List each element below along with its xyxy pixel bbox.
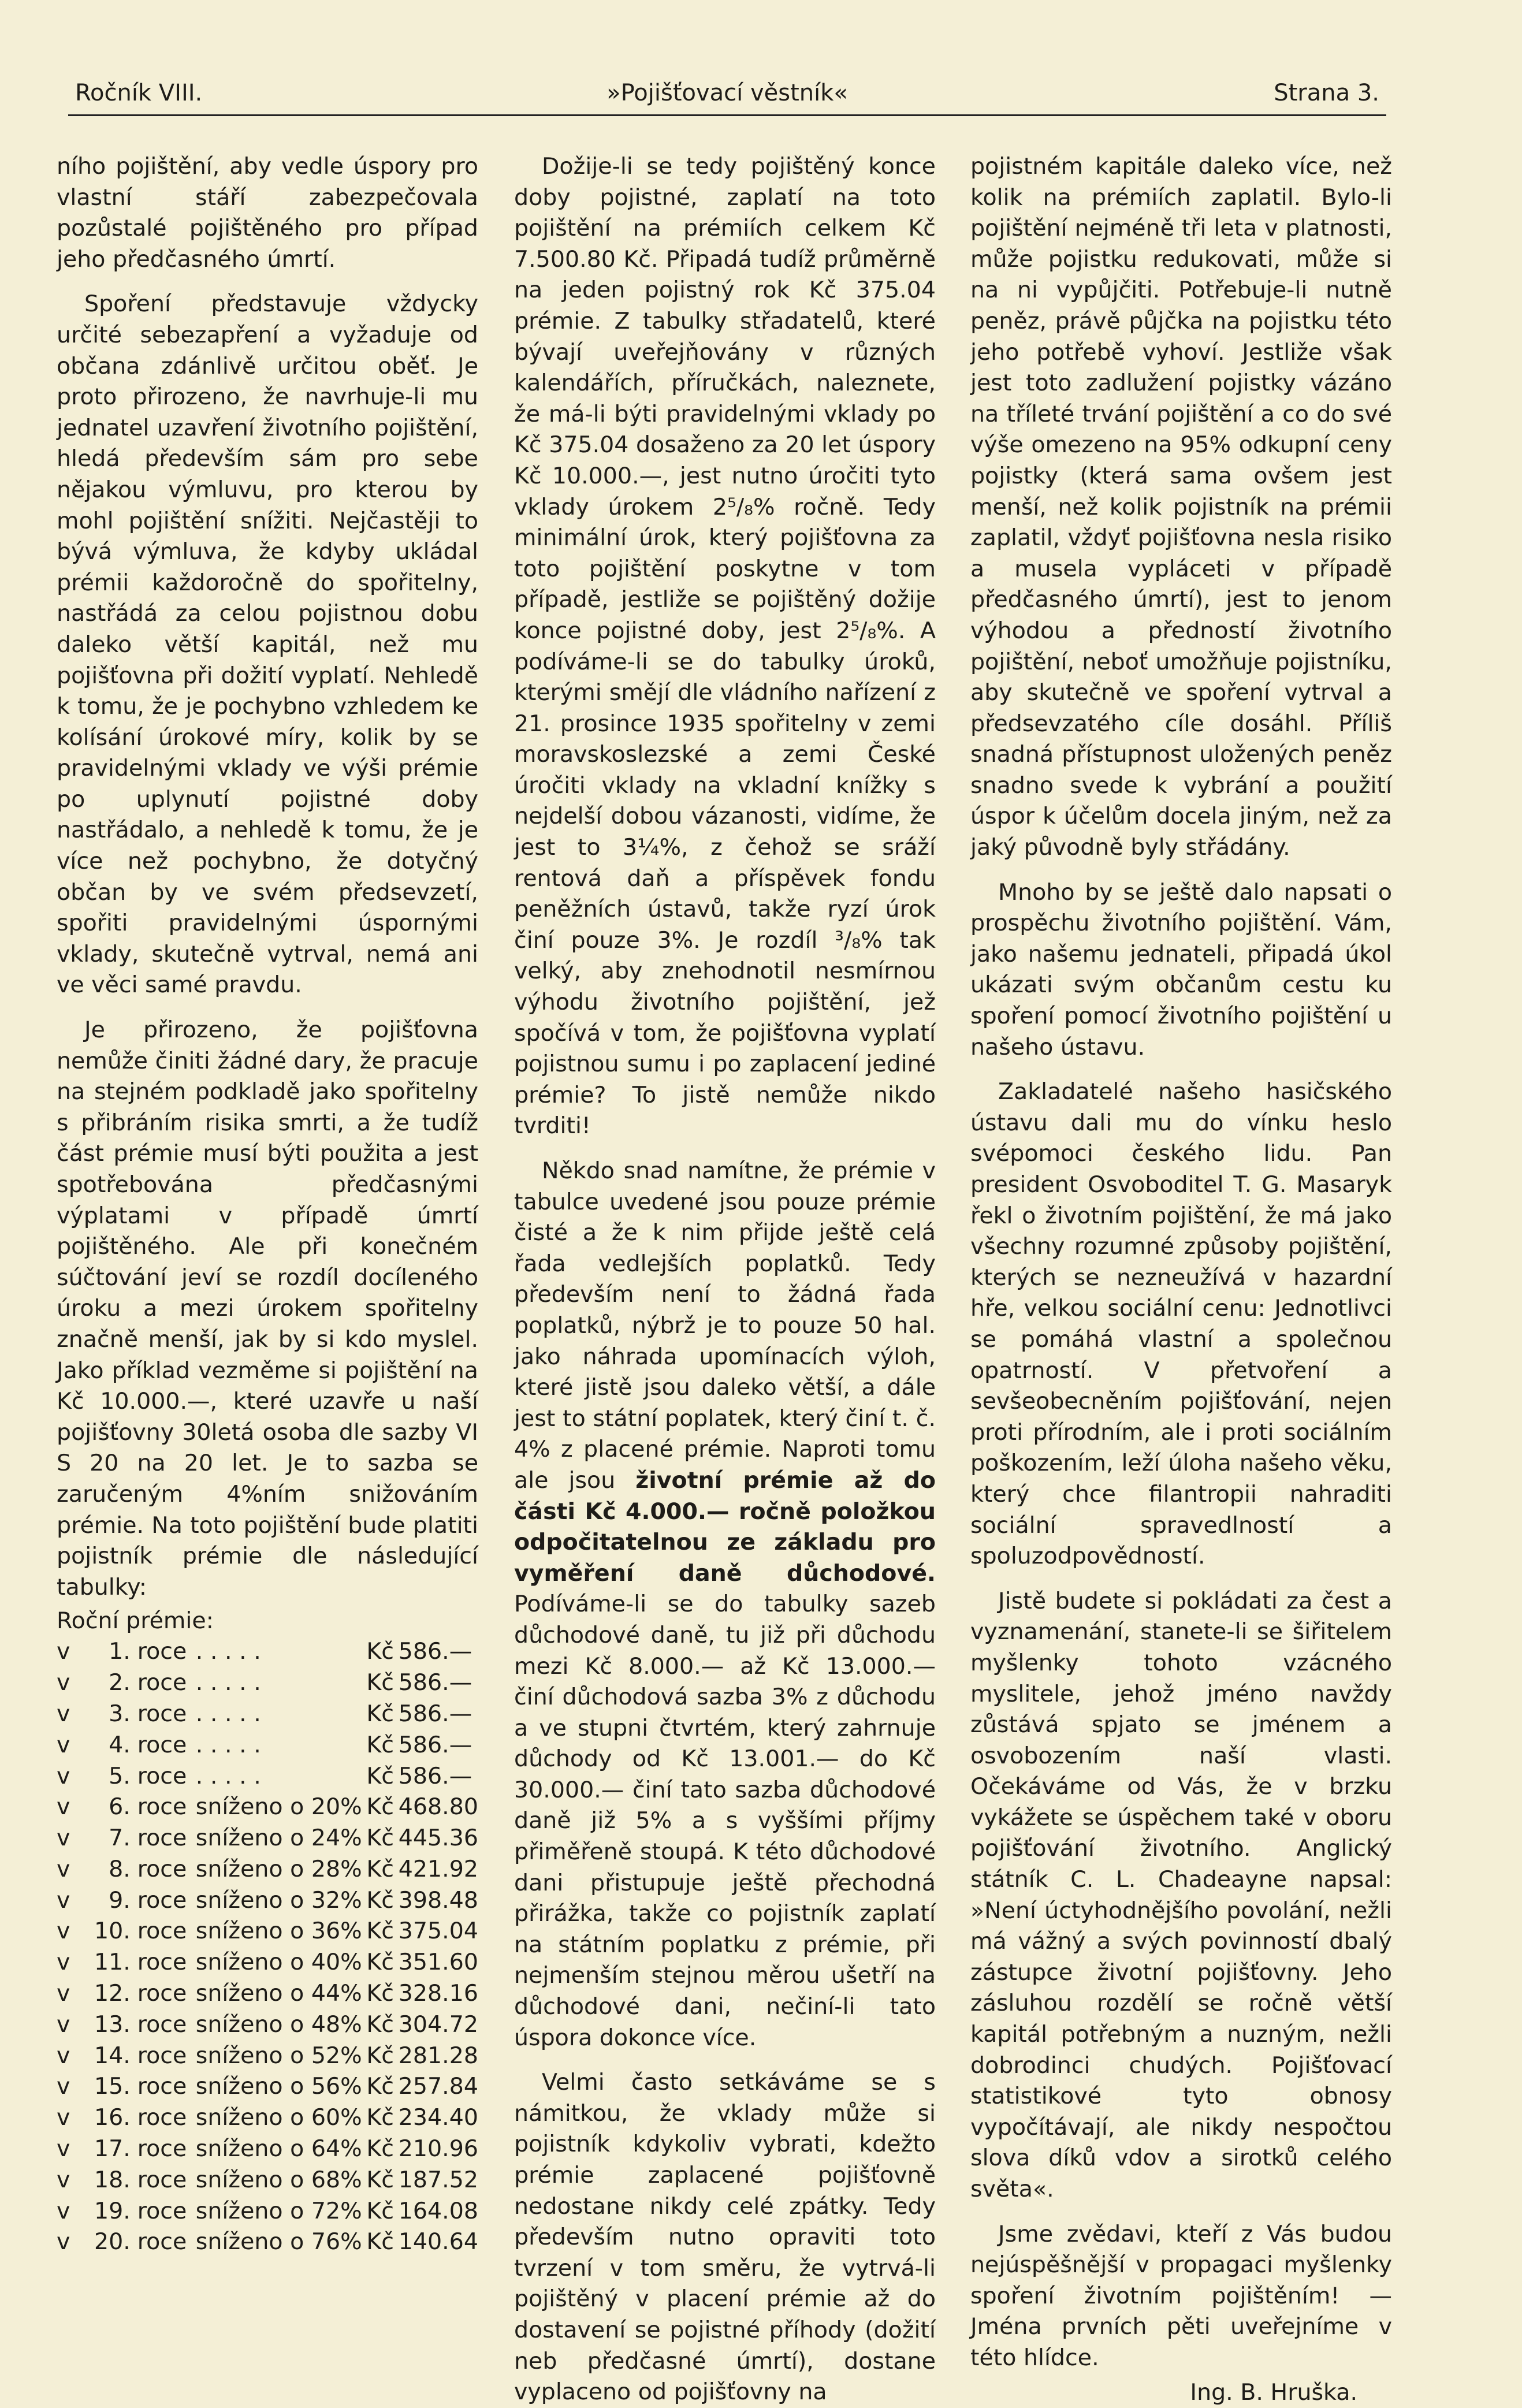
table-cell-kc: Kč	[366, 1949, 394, 1976]
table-cell-v: v	[57, 1669, 70, 1696]
table-row	[57, 1668, 478, 1699]
table-cell-n: 20.	[94, 2228, 131, 2256]
table-cell-n: 13.	[94, 2011, 131, 2038]
table-row	[57, 1761, 478, 1792]
table-cell-kc: Kč	[366, 1762, 394, 1789]
table-cell-a: 140.64	[398, 2228, 478, 2256]
table-cell-r: roce	[137, 2166, 187, 2193]
table-cell-r: roce	[137, 2042, 187, 2069]
col3-paragraph-1: pojistném kapitále daleko více, než kolik na prémiích zaplatil. Bylo-li pojištění nejméně tři leta v platnosti, může pojistku redukovati, může si na ni vypůjčiti. Potřebuje-li nutně peněz, právě půjčka na pojistku této jeho potřebě vyhoví. Jestliže však jest toto zadlužení pojistky vázáno na tříleté trvání pojištění a co do své výše omezeno na 95% odkupní ceny pojistky (která sama ovšem jest menší, než kolik pojistník na prémii zaplatil, vždyť pojišťovna nesla risiko a musela vypláceti v případě předčasného úmrtí), jest to jenom výhodou a předností životního pojištění, neboť umožňuje pojistníku, aby skutečně ve spoření vytrval a předsevzatého cíle dosáhl. Příliš snadná přístupnost uložených peněz snadno svede k vybrání a použití úspor k účelům docela jiným, než za jaký původně byly střádány.	[970, 153, 1392, 861]
table-cell-d: sníženo o 60%	[195, 2104, 362, 2131]
table-cell-v: v	[57, 1886, 70, 1914]
table-cell-v: v	[57, 1918, 70, 1945]
table-cell-d: sníženo o 28%	[195, 1855, 362, 1882]
table-cell-a: 351.60	[398, 1949, 478, 1976]
table-cell-d: . . . . .	[195, 1731, 261, 1758]
column-2	[514, 151, 936, 2408]
table-cell-n: 19.	[94, 2197, 131, 2224]
table-cell-a: 421.92	[398, 1855, 478, 1882]
page-number: Strana 3.	[1274, 80, 1379, 106]
table-cell-d: . . . . .	[195, 1669, 261, 1696]
table-cell-r: roce	[137, 2197, 187, 2224]
table-row	[57, 1792, 478, 1823]
table-cell-kc: Kč	[366, 2166, 394, 2193]
table-row	[57, 2134, 478, 2165]
col3-paragraph-2: Mnoho by se ještě dalo napsati o prospěchu životního pojištění. Vám, jako našemu jednateli, připadá úkol ukázati svým občanům cestu ku spoření pomocí životního pojištění u našeho ústavu.	[970, 879, 1392, 1060]
table-cell-n: 18.	[94, 2166, 131, 2193]
table-cell-kc: Kč	[366, 2104, 394, 2131]
table-cell-v: v	[57, 1638, 70, 1665]
table-cell-v: v	[57, 2197, 70, 2224]
table-cell-n: 14.	[94, 2042, 131, 2069]
table-cell-d: sníženo o 48%	[195, 2011, 362, 2038]
table-row	[57, 2102, 478, 2134]
table-cell-v: v	[57, 2073, 70, 2100]
table-cell-kc: Kč	[366, 1731, 394, 1758]
table-cell-kc: Kč	[366, 1700, 394, 1727]
table-cell-kc: Kč	[366, 2011, 394, 2038]
table-cell-n: 3.	[109, 1700, 131, 1727]
col1-paragraph-3: Je přirozeno, že pojišťovna nemůže činiti žádné dary, že pracuje na stejném podkladě jako spořitelny s přibráním risika smrti, a že tudíž část prémie musí býti použita a jest spotřebována předčasnými výplatami v případě úmrtí pojištěného. Ale při konečném súčtování jeví se rozdíl docíleného úroku a mezi úrokem spořitelny značně menší, jak by si kdo myslel. Jako příklad vezměme si pojištění na Kč 10.000.—, které uzavře u naší pojišťovny 30letá osoba dle sazby VI S 20 na 20 let. Je to sazba se zaručeným 4%ním snižováním prémie. Na toto pojištění bude platiti pojistník prémie dle následující tabulky:	[57, 1017, 478, 1601]
table-cell-d: sníženo o 44%	[195, 1980, 362, 2007]
table-cell-a: 586.—	[398, 1700, 472, 1727]
table-cell-n: 16.	[94, 2104, 131, 2131]
table-cell-d: sníženo o 72%	[195, 2197, 362, 2224]
table-cell-v: v	[57, 2042, 70, 2069]
table-cell-v: v	[57, 1731, 70, 1758]
table-cell-kc: Kč	[366, 1886, 394, 1914]
col2-paragraph-2-b: Podíváme-li se do tabulky sazeb důchodové daně, tu již při důchodu mezi Kč 8.000.— až Kč 13.000.— činí důchodová sazba 3% z důchodu a ve stupni čtvrtém, který zahrnuje důchody od Kč 13.001.— do Kč 30.000.— činí tato sazba důchodové daně již 5% a s vyššími příjmy přiměřeně stoupá. K této důchodové dani přistupuje ještě přechodná přirážka, takže co pojistník zaplatí na státním poplatku z prémie, při nejmenším stejnou měrou ušetří na důchodové dani, nečiní-li tato úspora dokonce více.	[514, 1591, 936, 2051]
table-cell-d: sníženo o 64%	[195, 2135, 362, 2163]
table-cell-a: 210.96	[398, 2135, 478, 2163]
col3-paragraph-4: Jistě budete si pokládati za čest a vyznamenání, stanete-li se šiřitelem myšlenky tohoto vzácného myslitele, jehož jméno navždy zůstává spjato se jménem a osvobozením naší vlasti. Očekáváme od Vás, že v brzku vykážete se úspěchem také v oboru pojišťování životního. Anglický státník C. L. Chadeayne napsal: »Není úctyhodnějšího povolání, nežli má vážný a svých povinností dbalý zástupce životní pojišťovny. Jeho zásluhou rozdělí se ročně větší kapitál potřebným a nuzným, nežli dobrodinci chudých. Pojišťovací statistikové tyto obnosy vypočítávají, ale nikdy nespočtou slova díků vdov a sirotků celého světa«.	[970, 1587, 1392, 2202]
table-cell-v: v	[57, 1855, 70, 1882]
table-cell-r: roce	[137, 2104, 187, 2131]
col1-paragraph-1: ního pojištění, aby vedle úspory pro vlastní stáří zabezpečovala pozůstalé pojištěného pro případ jeho předčasného úmrtí.	[57, 153, 478, 273]
table-cell-r: roce	[137, 2228, 187, 2256]
author-signature: Ing. B. Hruška.	[1190, 2379, 1357, 2406]
col3-paragraph-5: Jsme zvědavi, kteří z Vás budou nejúspěšnější v propagaci myšlenky spoření životním pojištěním! — Jména prvních pěti uveřejníme v této hlídce.	[970, 2220, 1392, 2371]
table-cell-n: 1.	[109, 1638, 131, 1665]
col2-paragraph-2-bold: životní prémie až do části Kč 4.000.— ročně položkou odpočitatelnou ze základu pro vyměření daně důchodové.	[514, 1467, 936, 1587]
volume-label: Ročník VIII.	[75, 80, 203, 106]
table-cell-v: v	[57, 2011, 70, 2038]
column-3	[970, 151, 1392, 2408]
table-cell-v: v	[57, 2228, 70, 2256]
table-cell-v: v	[57, 1949, 70, 1976]
col2-paragraph-1: Dožije-li se tedy pojištěný konce doby pojistné, zaplatí na toto pojištění na prémiích celkem Kč 7.500.80 Kč. Připadá tudíž průměrně na jeden pojistný rok Kč 375.04 prémie. Z tabulky střadatelů, které bývají uveřejňovány v různých kalendářích, příručkách, naleznete, že má-li býti pravidelnými vklady po Kč 375.04 dosaženo za 20 let úspory Kč 10.000.—, jest nutno úročiti tyto vklady úrokem 2⁵/₈% ročně. Tedy minimální úrok, který pojišťovna za toto pojištění poskytne v tom případě, jestliže se pojištěný dožije konce pojistné doby, jest 2⁵/₈%. A podíváme-li se do tabulky úroků, kterými smějí dle vládního nařízení z 21. prosince 1935 spořitelny v zemi moravskoslezské a zemi České úročiti vklady na vkladní knížky s nejdelší dobou vázanosti, vidíme, že jest to 3¼%, z čehož se sráží rentová daň a příspěvek fondu peněžních ústavů, takže ryzí úrok činí pouze 3%. Je rozdíl ³/₈% tak velký, aby znehodnotil nesmírnou výhodu životního pojištění, jež spočívá v tom, že pojišťovna vyplatí pojistnou sumu i po zaplacení jediné prémie? To jistě nemůže nikdo tvrditi!	[514, 153, 936, 1140]
premium-table	[57, 1636, 478, 2258]
table-cell-d: sníženo o 56%	[195, 2073, 362, 2100]
table-row	[57, 1699, 478, 1730]
table-cell-r: roce	[137, 1918, 187, 1945]
table-cell-v: v	[57, 2135, 70, 2163]
table-cell-r: roce	[137, 2011, 187, 2038]
table-cell-n: 2.	[109, 1669, 131, 1696]
col3-paragraph-3: Zakladatelé našeho hasičského ústavu dali mu do vínku heslo svépomoci českého lidu. Pan president Osvoboditel T. G. Masaryk řekl o životním pojištění, že má jako všechny rozumné způsoby pojištění, kterých se nezneužívá v hazardní hře, velkou sociální cenu: Jednotlivci se pomáhá vlastní a společnou opatrností. V přetvoření a sevšeobecněním pojišťování, nejen proti přírodním, ale i proti sociálním poškozením, leží úloha našeho věku, který chce filantropii nahraditi sociální spravedlností a spoluzodpovědností.	[970, 1078, 1392, 1570]
table-row	[57, 2227, 478, 2258]
table-row	[57, 1978, 478, 2009]
table-cell-n: 11.	[94, 1949, 131, 1976]
table-row	[57, 1885, 478, 1916]
table-row	[57, 1916, 478, 1947]
table-cell-r: roce	[137, 2073, 187, 2100]
premium-table-label: Roční prémie:	[57, 1607, 214, 1635]
journal-title: »Pojišťovací věstník«	[606, 80, 848, 106]
table-cell-a: 586.—	[398, 1669, 472, 1696]
table-cell-kc: Kč	[366, 2197, 394, 2224]
table-cell-a: 281.28	[398, 2042, 478, 2069]
column-1	[57, 151, 478, 2258]
table-row	[57, 2041, 478, 2072]
table-cell-n: 5.	[109, 1762, 131, 1789]
table-cell-r: roce	[137, 1980, 187, 2007]
table-cell-n: 12.	[94, 1980, 131, 2007]
table-cell-r: roce	[137, 1731, 187, 1758]
table-cell-v: v	[57, 1825, 70, 1852]
table-cell-n: 10.	[94, 1918, 131, 1945]
table-cell-r: roce	[137, 1949, 187, 1976]
table-cell-kc: Kč	[366, 1669, 394, 1696]
table-cell-v: v	[57, 1980, 70, 2007]
table-cell-kc: Kč	[366, 2228, 394, 2256]
table-cell-n: 7.	[109, 1825, 131, 1852]
table-cell-d: sníženo o 36%	[195, 1918, 362, 1945]
table-cell-r: roce	[137, 1669, 187, 1696]
table-cell-d: . . . . .	[195, 1700, 261, 1727]
table-cell-a: 468.80	[398, 1793, 478, 1821]
col2-paragraph-2-a: Někdo snad namítne, že prémie v tabulce uvedené jsou pouze prémie čisté a že k nim přijde ještě celá řada vedlejších poplatků. Tedy především není to žádná řada poplatků, nýbrž je to pouze 50 hal. jako náhrada upomínacích výloh, které jistě jsou daleko větší, a dále jest to státní poplatek, který činí t. č. 4% z placené prémie. Naproti tomu ale jsou	[514, 1158, 936, 1494]
table-cell-kc: Kč	[366, 2073, 394, 2100]
table-cell-n: 17.	[94, 2135, 131, 2163]
table-cell-kc: Kč	[366, 1825, 394, 1852]
table-cell-r: roce	[137, 1700, 187, 1727]
table-cell-a: 398.48	[398, 1886, 478, 1914]
table-row	[57, 2009, 478, 2041]
table-cell-n: 4.	[109, 1731, 131, 1758]
table-cell-kc: Kč	[366, 2135, 394, 2163]
table-cell-a: 257.84	[398, 2073, 478, 2100]
table-cell-r: roce	[137, 1825, 187, 1852]
table-cell-v: v	[57, 2104, 70, 2131]
table-cell-n: 15.	[94, 2073, 131, 2100]
table-row	[57, 2165, 478, 2196]
table-cell-r: roce	[137, 1886, 187, 1914]
col2-paragraph-2	[514, 1156, 936, 2053]
table-cell-v: v	[57, 1793, 70, 1821]
table-cell-a: 586.—	[398, 1731, 472, 1758]
table-row	[57, 1730, 478, 1761]
table-cell-d: sníženo o 68%	[195, 2166, 362, 2193]
table-cell-kc: Kč	[366, 1918, 394, 1945]
table-cell-n: 9.	[109, 1886, 131, 1914]
table-cell-v: v	[57, 1762, 70, 1789]
table-cell-a: 586.—	[398, 1638, 472, 1665]
table-cell-d: sníženo o 24%	[195, 1825, 362, 1852]
table-cell-v: v	[57, 1700, 70, 1727]
table-row	[57, 1636, 478, 1668]
table-cell-kc: Kč	[366, 1793, 394, 1821]
table-cell-kc: Kč	[366, 1638, 394, 1665]
table-cell-a: 234.40	[398, 2104, 478, 2131]
table-cell-kc: Kč	[366, 1855, 394, 1882]
table-cell-r: roce	[137, 1762, 187, 1789]
table-cell-r: roce	[137, 2135, 187, 2163]
table-cell-d: . . . . .	[195, 1762, 261, 1789]
table-cell-a: 375.04	[398, 1918, 478, 1945]
table-cell-r: roce	[137, 1638, 187, 1665]
table-cell-r: roce	[137, 1793, 187, 1821]
table-cell-r: roce	[137, 1855, 187, 1882]
table-row	[57, 1947, 478, 1978]
table-row	[57, 2071, 478, 2102]
table-row	[57, 1823, 478, 1854]
table-cell-n: 8.	[109, 1855, 131, 1882]
page-header	[68, 74, 1386, 116]
table-cell-a: 328.16	[398, 1980, 478, 2007]
table-cell-v: v	[57, 2166, 70, 2193]
table-cell-d: sníženo o 40%	[195, 1949, 362, 1976]
table-cell-a: 445.36	[398, 1825, 478, 1852]
table-cell-d: . . . . .	[195, 1638, 261, 1665]
table-cell-n: 6.	[109, 1793, 131, 1821]
table-cell-d: sníženo o 52%	[195, 2042, 362, 2069]
col2-paragraph-3: Velmi často setkáváme se s námitkou, že vklady může si pojistník kdykoliv vybrati, kdežto prémie zaplacené pojišťovně nedostane nikdy celé zpátky. Tedy především nutno opraviti toto tvrzení v tom směru, že vytrvá-li pojištěný v placení prémie až do dostavení se pojistné příhody (dožití neb předčasné úmrtí), dostane vyplaceno od pojišťovny na	[514, 2069, 936, 2406]
table-cell-a: 304.72	[398, 2011, 478, 2038]
table-row	[57, 1854, 478, 1885]
table-cell-d: sníženo o 76%	[195, 2228, 362, 2256]
table-cell-d: sníženo o 20%	[195, 1793, 362, 1821]
table-cell-a: 187.52	[398, 2166, 478, 2193]
table-cell-d: sníženo o 32%	[195, 1886, 362, 1914]
table-cell-a: 586.—	[398, 1762, 472, 1789]
table-cell-a: 164.08	[398, 2197, 478, 2224]
table-row	[57, 2196, 478, 2227]
table-cell-kc: Kč	[366, 1980, 394, 2007]
table-cell-kc: Kč	[366, 2042, 394, 2069]
col1-paragraph-2: Spoření představuje vždycky určité sebezapření a vyžaduje od občana zdánlivě určitou oběť. Je proto přirozeno, že navrhuje-li mu jednatel uzavření životního pojištění, hledá především sám pro sebe nějakou výmluvu, pro kterou by mohl pojištění snížiti. Nejčastěji to bývá výmluva, že kdyby ukládal prémii každoročně do spořitelny, nastřádá za celou pojistnou dobu daleko větší kapitál, než mu pojišťovna při dožití vyplatí. Nehledě k tomu, že je pochybno vzhledem ke kolísání úrokové míry, kolik by se pravidelnými vklady ve výši prémie po uplynutí pojistné doby nastřádalo, a nehledě k tomu, že je více než pochybno, že dotyčný občan by ve svém předsevzetí, spořiti pravidelnými úspornými vklady, skutečně vytrval, nemá ani ve věci samé pravdu.	[57, 291, 478, 999]
